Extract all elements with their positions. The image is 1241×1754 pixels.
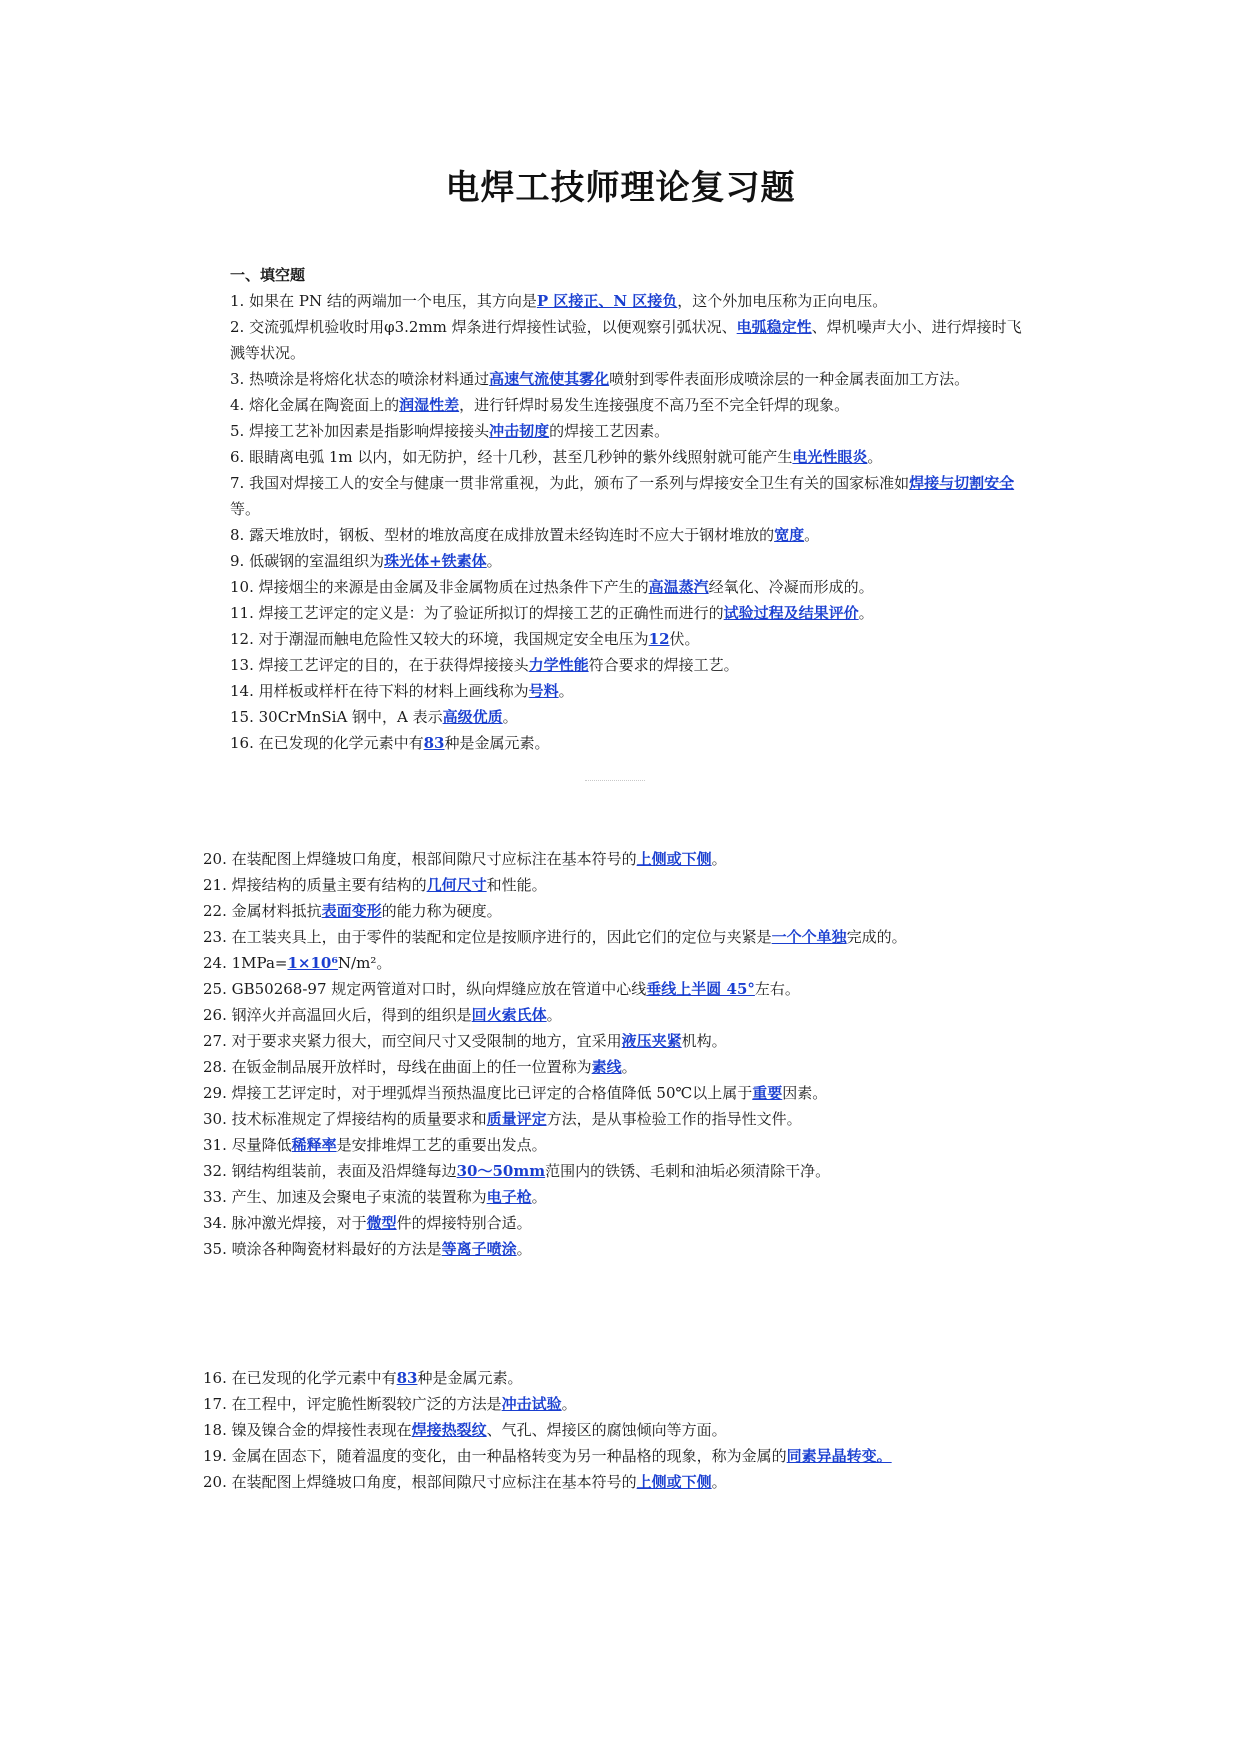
question-item	[203, 872, 1018, 898]
question-text-tail: 件的焊接特别合适。	[396, 1214, 532, 1232]
question-text: 4. 熔化金属在陶瓷面上的	[230, 396, 400, 414]
answer-text: 电弧稳定性	[736, 318, 812, 336]
question-text-tail: 。	[858, 604, 874, 622]
question-item	[203, 1158, 1018, 1184]
question-text-tail: ，这个外加电压称为正向电压。	[677, 292, 888, 310]
question-text-tail: 。	[561, 1395, 577, 1413]
answer-text: P 区接正、N 区接负	[536, 292, 678, 310]
answer-text: 号料	[528, 682, 559, 700]
answer-text: 83	[423, 734, 445, 752]
question-item	[203, 1236, 1018, 1262]
answer-text: 12	[648, 630, 670, 648]
question-text-tail: 。	[558, 682, 574, 700]
question-item	[230, 392, 1030, 418]
question-text-tail: 方法，是从事检验工作的指导性文件。	[546, 1110, 802, 1128]
answer-text: 冲击韧度	[489, 422, 550, 440]
question-text: 33. 产生、加速及会聚电子束流的装置称为	[203, 1188, 487, 1206]
question-text-tail: 范围内的铁锈、毛刺和油垢必须清除干净。	[545, 1162, 831, 1180]
question-text: 11. 焊接工艺评定的定义是：为了验证所拟订的焊接工艺的正确性而进行的	[230, 604, 724, 622]
answer-text: 焊接热裂纹	[411, 1421, 487, 1439]
question-text: 9. 低碳钢的室温组织为	[230, 552, 385, 570]
question-text-tail: 经氧化、冷凝而形成的。	[708, 578, 874, 596]
question-text-tail: 喷射到零件表面形成喷涂层的一种金属表面加工方法。	[609, 370, 970, 388]
question-item	[203, 846, 1018, 872]
question-item	[203, 1210, 1018, 1236]
question-text: 7. 我国对焊接工人的安全与健康一贯非常重视，为此，颁布了一系列与焊接安全卫生有关的国家标准如	[230, 474, 910, 492]
question-text: 16. 在已发现的化学元素中有	[230, 734, 424, 752]
question-item	[230, 548, 1030, 574]
answer-text: 83	[396, 1369, 418, 1387]
answer-text: 重要	[752, 1084, 783, 1102]
question-item	[203, 1106, 1018, 1132]
answer-text: 高温蒸汽	[648, 578, 709, 596]
question-text: 1. 如果在 PN 结的两端加一个电压，其方向是	[230, 292, 537, 310]
question-item	[230, 522, 1030, 548]
answer-text: 表面变形	[321, 902, 382, 920]
page-title: 电焊工技师理论复习题	[445, 168, 796, 208]
fill-in-section-1	[230, 262, 1030, 756]
answer-text: 焊接与切割安全	[909, 474, 1015, 492]
question-text: 31. 尽量降低	[203, 1136, 292, 1154]
question-text-tail: 是安排堆焊工艺的重要出发点。	[336, 1136, 547, 1154]
answer-text: 珠光体+铁素体	[384, 552, 487, 570]
answer-text: 高速气流使其雾化	[489, 370, 610, 388]
question-item	[230, 626, 1030, 652]
question-item	[203, 976, 1018, 1002]
answer-text: 高级优质	[442, 708, 503, 726]
question-text: 25. GB50268-97 规定两管道对口时，纵向焊缝应放在管道中心线	[203, 980, 647, 998]
question-text-tail: 。	[804, 526, 820, 544]
question-text: 30. 技术标准规定了焊接结构的质量要求和	[203, 1110, 487, 1128]
question-text-tail: 伏。	[669, 630, 700, 648]
question-text: 10. 焊接烟尘的来源是由金属及非金属物质在过热条件下产生的	[230, 578, 649, 596]
question-text-tail: 完成的。	[846, 928, 907, 946]
question-item	[203, 1365, 1053, 1391]
question-text: 15. 30CrMnSiA 钢中，A 表示	[230, 708, 443, 726]
faint-divider	[585, 780, 645, 783]
question-item	[203, 1080, 1018, 1106]
question-item	[203, 1028, 1018, 1054]
question-item	[230, 600, 1030, 626]
answer-text: 冲击试验	[501, 1395, 562, 1413]
question-list-2	[203, 846, 1018, 1262]
answer-text: 回火索氏体	[471, 1006, 547, 1024]
question-text-tail: 、气孔、焊接区的腐蚀倾向等方面。	[486, 1421, 727, 1439]
question-item	[203, 1002, 1018, 1028]
question-item	[203, 1054, 1018, 1080]
answer-text: 一个个单独	[771, 928, 847, 946]
question-text-tail: 的焊接工艺因素。	[549, 422, 670, 440]
question-text: 8. 露天堆放时，钢板、型材的堆放高度在成排放置未经钩连时不应大于钢材堆放的	[230, 526, 775, 544]
question-text-tail: 机构。	[681, 1032, 727, 1050]
question-item	[203, 924, 1018, 950]
question-item	[203, 950, 1018, 976]
question-text-tail: 。	[502, 708, 518, 726]
question-text: 18. 镍及镍合金的焊接性表现在	[203, 1421, 412, 1439]
question-item	[230, 652, 1030, 678]
question-item	[230, 366, 1030, 392]
answer-text: 同素异晶转变。	[786, 1447, 892, 1465]
answer-text: 质量评定	[486, 1110, 547, 1128]
answer-text: 电子枪	[486, 1188, 532, 1206]
question-item	[230, 470, 1030, 522]
question-text-tail: 。	[867, 448, 883, 466]
question-text: 19. 金属在固态下，随着温度的变化，由一种晶格转变为另一种晶格的现象，称为金属的	[203, 1447, 787, 1465]
question-text-tail: 种是金属元素。	[417, 1369, 523, 1387]
question-text: 21. 焊接结构的质量主要有结构的	[203, 876, 427, 894]
question-text-tail: 符合要求的焊接工艺。	[588, 656, 739, 674]
answer-text: 力学性能	[528, 656, 589, 674]
fill-in-section-3	[203, 1365, 1053, 1495]
question-text: 13. 焊接工艺评定的目的，在于获得焊接接头	[230, 656, 529, 674]
answer-text: 试验过程及结果评价	[723, 604, 859, 622]
question-text-tail: 。	[711, 1473, 727, 1491]
question-text-tail: 。	[621, 1058, 637, 1076]
fill-in-section-2	[203, 846, 1018, 1262]
question-text: 32. 钢结构组装前，表面及沿焊缝每边	[203, 1162, 457, 1180]
question-item	[230, 730, 1030, 756]
question-item	[230, 418, 1030, 444]
question-item	[230, 704, 1030, 730]
question-text: 35. 喷涂各种陶瓷材料最好的方法是	[203, 1240, 442, 1258]
answer-text: 上侧或下侧	[636, 850, 712, 868]
answer-text: 宽度	[774, 526, 805, 544]
question-item	[203, 1469, 1053, 1495]
answer-text: 几何尺寸	[426, 876, 487, 894]
question-text-tail: 、焊机噪声大小、进行焊接时飞溅等状况。	[230, 318, 1022, 362]
answer-text: 等离子喷涂	[441, 1240, 517, 1258]
question-item	[203, 1417, 1053, 1443]
question-text-tail: 。	[516, 1240, 532, 1258]
question-text-tail: 种是金属元素。	[444, 734, 550, 752]
answer-text: 素线	[591, 1058, 622, 1076]
question-text: 3. 热喷涂是将熔化状态的喷涂材料通过	[230, 370, 490, 388]
question-text-tail: N/m²。	[337, 954, 392, 972]
question-list-3	[203, 1365, 1053, 1495]
question-text: 20. 在装配图上焊缝坡口角度，根部间隙尺寸应标注在基本符号的	[203, 850, 637, 868]
question-text: 20. 在装配图上焊缝坡口角度，根部间隙尺寸应标注在基本符号的	[203, 1473, 637, 1491]
question-item	[230, 314, 1030, 366]
question-text-tail: 。	[486, 552, 502, 570]
question-text: 2. 交流弧焊机验收时用φ3.2mm 焊条进行焊接性试验，以便观察引弧状况、	[230, 318, 737, 336]
answer-text: 微型	[366, 1214, 397, 1232]
question-text: 29. 焊接工艺评定时，对于埋弧焊当预热温度比已评定的合格值降低 50℃以上属于	[203, 1084, 753, 1102]
question-text: 27. 对于要求夹紧力很大，而空间尺寸又受限制的地方，宜采用	[203, 1032, 622, 1050]
question-text: 17. 在工程中，评定脆性断裂较广泛的方法是	[203, 1395, 502, 1413]
question-text-tail: 。	[711, 850, 727, 868]
question-text: 5. 焊接工艺补加因素是指影响焊接接头	[230, 422, 490, 440]
section-heading: 一、填空题	[230, 266, 306, 284]
question-text-tail: 因素。	[782, 1084, 828, 1102]
answer-text: 上侧或下侧	[636, 1473, 712, 1491]
question-text-tail: 等。	[230, 500, 261, 518]
question-text-tail: 。	[531, 1188, 547, 1206]
answer-text: 润湿性差	[399, 396, 460, 414]
answer-text: 垂线上半圆 45°	[646, 980, 755, 998]
question-item	[203, 1443, 1053, 1469]
question-item	[203, 1184, 1018, 1210]
question-text-tail: ，进行钎焊时易发生连接强度不高乃至不完全钎焊的现象。	[459, 396, 850, 414]
question-text: 28. 在钣金制品展开放样时，母线在曲面上的任一位置称为	[203, 1058, 592, 1076]
answer-text: 稀释率	[291, 1136, 337, 1154]
question-item	[230, 678, 1030, 704]
question-text: 14. 用样板或样杆在待下料的材料上画线称为	[230, 682, 529, 700]
question-item	[203, 1391, 1053, 1417]
question-item	[230, 574, 1030, 600]
question-text: 16. 在已发现的化学元素中有	[203, 1369, 397, 1387]
question-text: 24. 1MPa=	[203, 954, 288, 972]
question-text: 34. 脉冲激光焊接，对于	[203, 1214, 367, 1232]
answer-text: 30～50mm	[456, 1162, 546, 1180]
question-item	[230, 444, 1030, 470]
question-text-tail: 的能力称为硬度。	[381, 902, 502, 920]
question-text: 23. 在工装夹具上，由于零件的装配和定位是按顺序进行的，因此它们的定位与夹紧是	[203, 928, 772, 946]
answer-text: 液压夹紧	[621, 1032, 682, 1050]
answer-text: 电光性眼炎	[792, 448, 868, 466]
question-list-1	[230, 288, 1030, 756]
question-text-tail: 左右。	[754, 980, 800, 998]
question-text-tail: 。	[546, 1006, 562, 1024]
question-text: 26. 钢淬火并高温回火后，得到的组织是	[203, 1006, 472, 1024]
question-item	[230, 288, 1030, 314]
question-text: 6. 眼睛离电弧 1m 以内，如无防护，经十几秒，甚至几秒钟的紫外线照射就可能产生	[230, 448, 793, 466]
answer-text: 1×10⁶	[287, 954, 338, 972]
question-text: 22. 金属材料抵抗	[203, 902, 322, 920]
question-text: 12. 对于潮湿而触电危险性又较大的环境，我国规定安全电压为	[230, 630, 649, 648]
question-item	[203, 1132, 1018, 1158]
question-text-tail: 和性能。	[486, 876, 547, 894]
question-item	[203, 898, 1018, 924]
